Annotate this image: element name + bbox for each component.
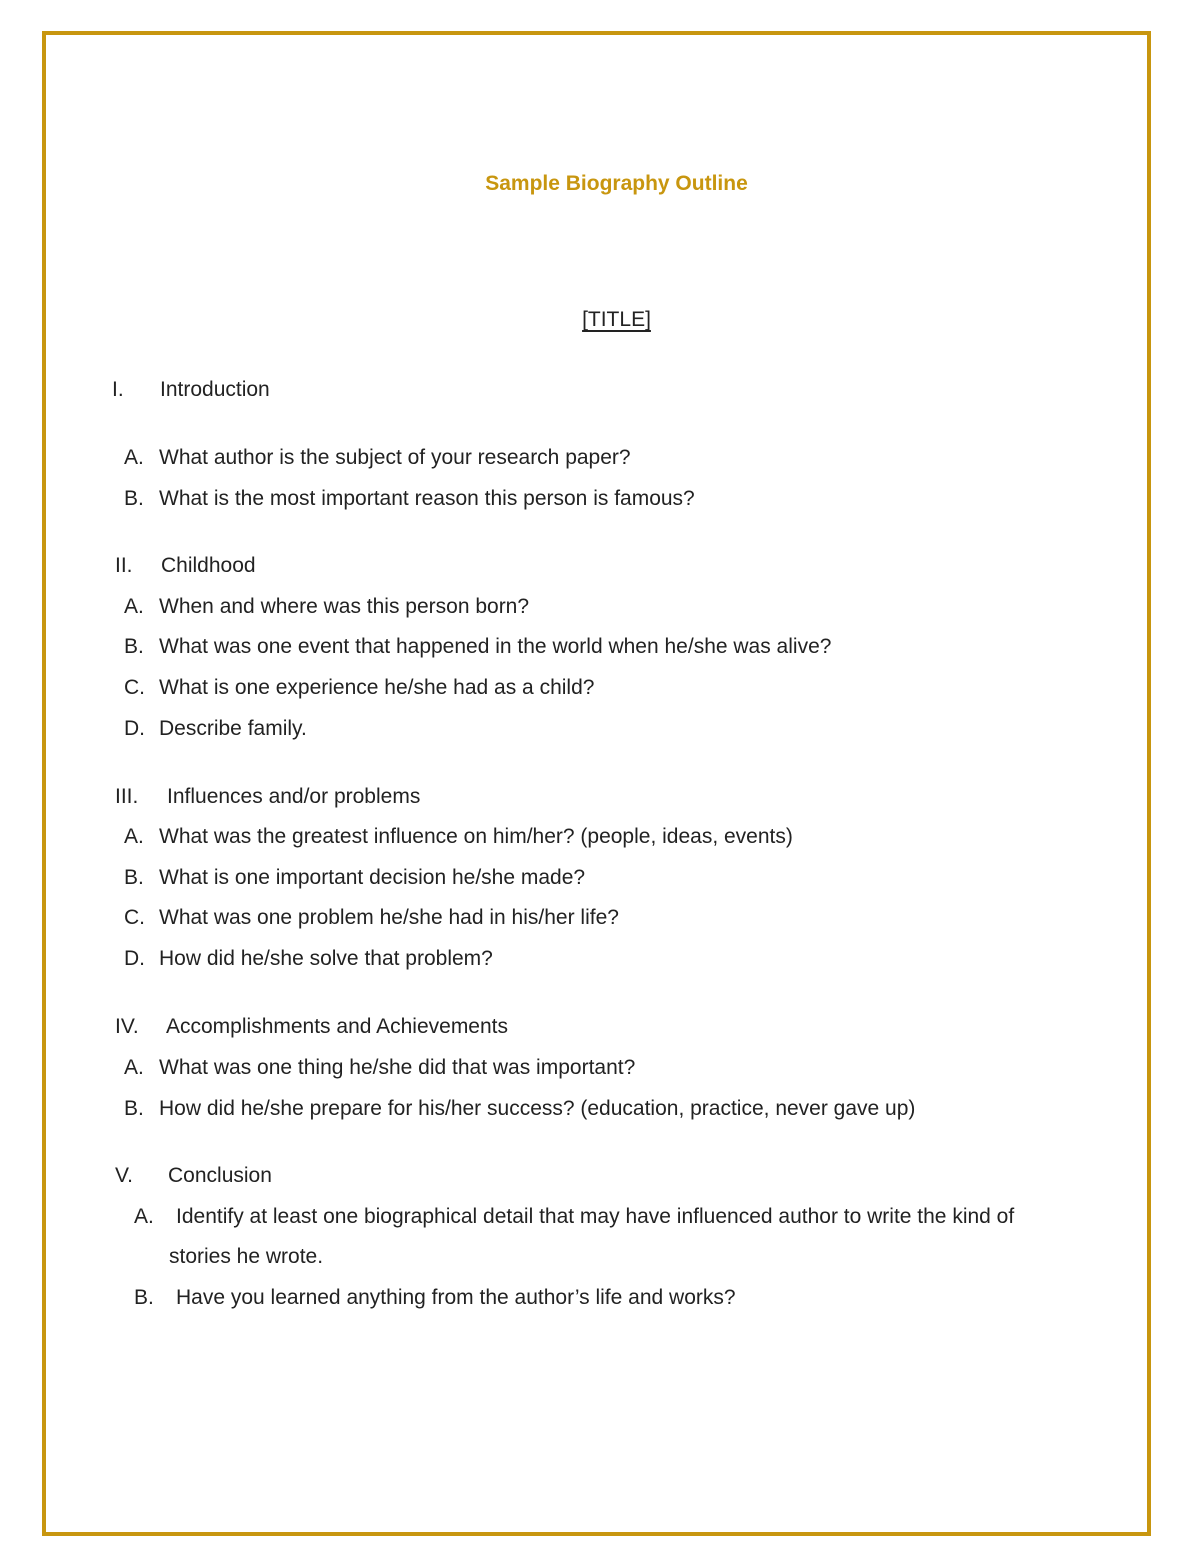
- section-numeral: IV.: [115, 1015, 139, 1038]
- item-text: Identify at least one biographical detail that may have influenced author to write the kind of: [176, 1205, 1015, 1228]
- section-numeral: III.: [115, 785, 139, 808]
- section-numeral: II.: [115, 554, 133, 577]
- document-title: Sample Biography Outline: [485, 172, 748, 195]
- item-text: How did he/she prepare for his/her success? (education, practice, never gave up): [159, 1097, 916, 1120]
- item-letter: D.: [124, 717, 145, 740]
- item-text: What was the greatest influence on him/her? (people, ideas, events): [159, 825, 793, 848]
- item-text: What is the most important reason this person is famous?: [159, 487, 695, 510]
- item-letter: A.: [124, 1056, 144, 1079]
- item-letter: A.: [124, 595, 144, 618]
- section-numeral: V.: [115, 1164, 133, 1187]
- item-text: When and where was this person born?: [159, 595, 530, 618]
- section-title: Accomplishments and Achievements: [166, 1015, 508, 1038]
- item-letter: A.: [124, 446, 144, 469]
- section-title: Introduction: [160, 378, 270, 401]
- item-letter: A.: [134, 1205, 154, 1228]
- item-text: What was one thing he/she did that was important?: [159, 1056, 636, 1079]
- item-text: Describe family.: [159, 717, 307, 740]
- item-text: What was one event that happened in the world when he/she was alive?: [159, 635, 832, 658]
- section-numeral: I.: [112, 378, 124, 401]
- item-letter: B.: [134, 1286, 154, 1309]
- section-title: Childhood: [161, 554, 256, 577]
- item-text: What was one problem he/she had in his/her life?: [159, 906, 619, 929]
- item-text: How did he/she solve that problem?: [159, 947, 493, 970]
- item-letter: B.: [124, 866, 144, 889]
- item-letter: A.: [124, 825, 144, 848]
- item-text: What is one experience he/she had as a child?: [159, 676, 595, 699]
- item-text-continuation: stories he wrote.: [169, 1245, 324, 1268]
- item-letter: C.: [124, 906, 145, 929]
- placeholder-title: [TITLE]: [582, 308, 651, 331]
- item-text: Have you learned anything from the author’s life and works?: [176, 1286, 736, 1309]
- section-title: Conclusion: [168, 1164, 272, 1187]
- item-text: What author is the subject of your research paper?: [159, 446, 631, 469]
- item-letter: D.: [124, 947, 145, 970]
- item-letter: B.: [124, 1097, 144, 1120]
- item-letter: B.: [124, 487, 144, 510]
- item-letter: C.: [124, 676, 145, 699]
- item-text: What is one important decision he/she made?: [159, 866, 586, 889]
- item-letter: B.: [124, 635, 144, 658]
- section-title: Influences and/or problems: [167, 785, 421, 808]
